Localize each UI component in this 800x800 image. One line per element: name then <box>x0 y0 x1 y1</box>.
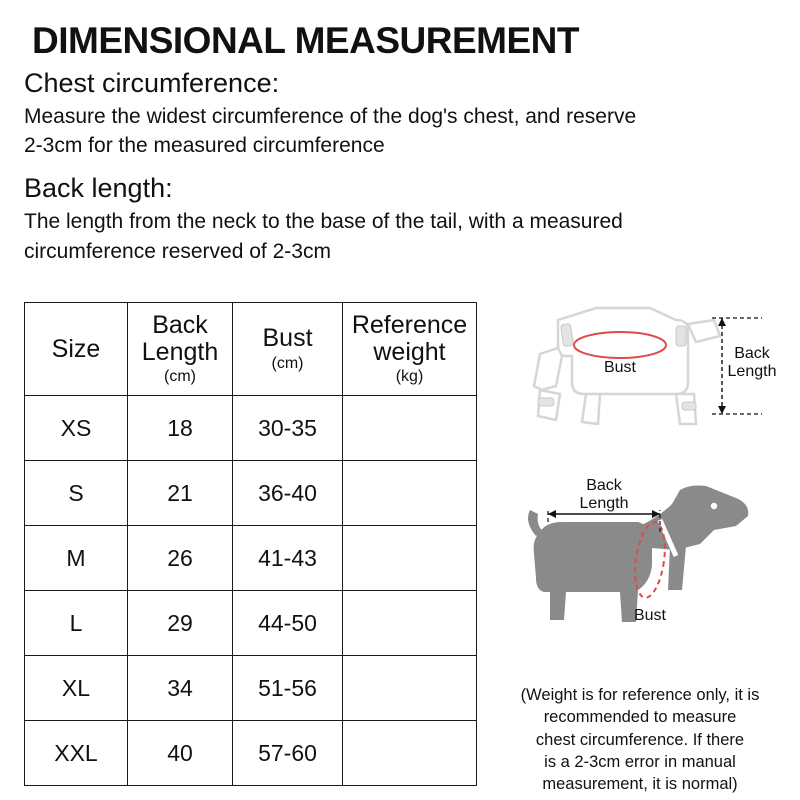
size-table <box>24 302 477 786</box>
section-text-back-line2: circumference reserved of 2-3cm <box>24 239 331 263</box>
reference-note <box>500 684 780 795</box>
note-line3: chest circumference. If there <box>535 730 745 749</box>
section-heading-back: Back length: <box>24 173 173 204</box>
section-text-chest-line1: Measure the widest circumference of the dog's chest, and reserve <box>24 104 637 128</box>
section-text-back-line1: The length from the neck to the base of the tail, with a measured <box>24 209 623 233</box>
suit-back-label-line2: Length <box>727 363 777 380</box>
cell-back-length: 40 <box>128 721 233 786</box>
dog-bust-label: Bust <box>633 607 667 624</box>
cell-bust: 30-35 <box>233 396 343 461</box>
suit-bust-label: Bust <box>603 359 637 376</box>
cell-size: XS <box>25 396 128 461</box>
cell-size: XL <box>25 656 128 721</box>
dog-figure <box>500 470 780 670</box>
table-header-back-length-unit: (cm) <box>164 367 196 385</box>
table-header-size: Size <box>25 303 128 396</box>
note-line2: recommended to measure <box>543 708 737 727</box>
cell-back-length: 34 <box>128 656 233 721</box>
size-table-wrapper <box>24 302 476 786</box>
cell-back-length: 29 <box>128 591 233 656</box>
cell-back-length: 21 <box>128 461 233 526</box>
cell-bust: 36-40 <box>233 461 343 526</box>
table-header-back-length: Back Length (cm) <box>128 303 233 396</box>
cell-weight <box>343 591 477 656</box>
note-line1: (Weight is for reference only, it is <box>520 686 760 704</box>
section-back-length <box>24 172 776 265</box>
cell-bust: 51-56 <box>233 656 343 721</box>
cell-weight <box>343 526 477 591</box>
table-body <box>25 396 477 786</box>
cell-bust: 44-50 <box>233 591 343 656</box>
page-title: DIMENSIONAL MEASUREMENT <box>32 20 579 61</box>
cell-size: XXL <box>25 721 128 786</box>
cell-bust: 57-60 <box>233 721 343 786</box>
illustration-column <box>500 290 780 795</box>
table-row <box>25 656 477 721</box>
cell-back-length: 26 <box>128 526 233 591</box>
cell-weight <box>343 721 477 786</box>
note-line5: measurement, it is normal) <box>542 775 738 794</box>
cell-size: M <box>25 526 128 591</box>
suit-back-label-line1: Back <box>734 345 770 362</box>
section-text-chest-line2: 2-3cm for the measured circumference <box>24 134 385 158</box>
cell-size: L <box>25 591 128 656</box>
section-heading-chest: Chest circumference: <box>24 67 280 98</box>
cell-bust: 41-43 <box>233 526 343 591</box>
dog-illustration-svg <box>500 470 780 670</box>
jumpsuit-figure <box>500 290 780 460</box>
cell-weight <box>343 396 477 461</box>
cell-back-length: 18 <box>128 396 233 461</box>
cell-size: S <box>25 461 128 526</box>
dog-back-label-line2: Length <box>579 495 629 512</box>
table-header-row <box>25 303 477 396</box>
dog-back-label-line1: Back <box>586 477 622 494</box>
section-chest-circumference <box>24 67 776 160</box>
jumpsuit-illustration-svg <box>500 290 780 460</box>
table-row <box>25 591 477 656</box>
table-row <box>25 461 477 526</box>
table-header-reference-weight: Reference weight (kg) <box>343 303 477 396</box>
table-header-bust: Bust (cm) <box>233 303 343 396</box>
cell-weight <box>343 461 477 526</box>
table-header-weight-unit: (kg) <box>395 367 424 385</box>
table-row <box>25 396 477 461</box>
table-row <box>25 721 477 786</box>
table-row <box>25 526 477 591</box>
table-header-bust-unit: (cm) <box>271 354 304 372</box>
note-line4: is a 2-3cm error in manual <box>544 752 736 771</box>
cell-weight <box>343 656 477 721</box>
